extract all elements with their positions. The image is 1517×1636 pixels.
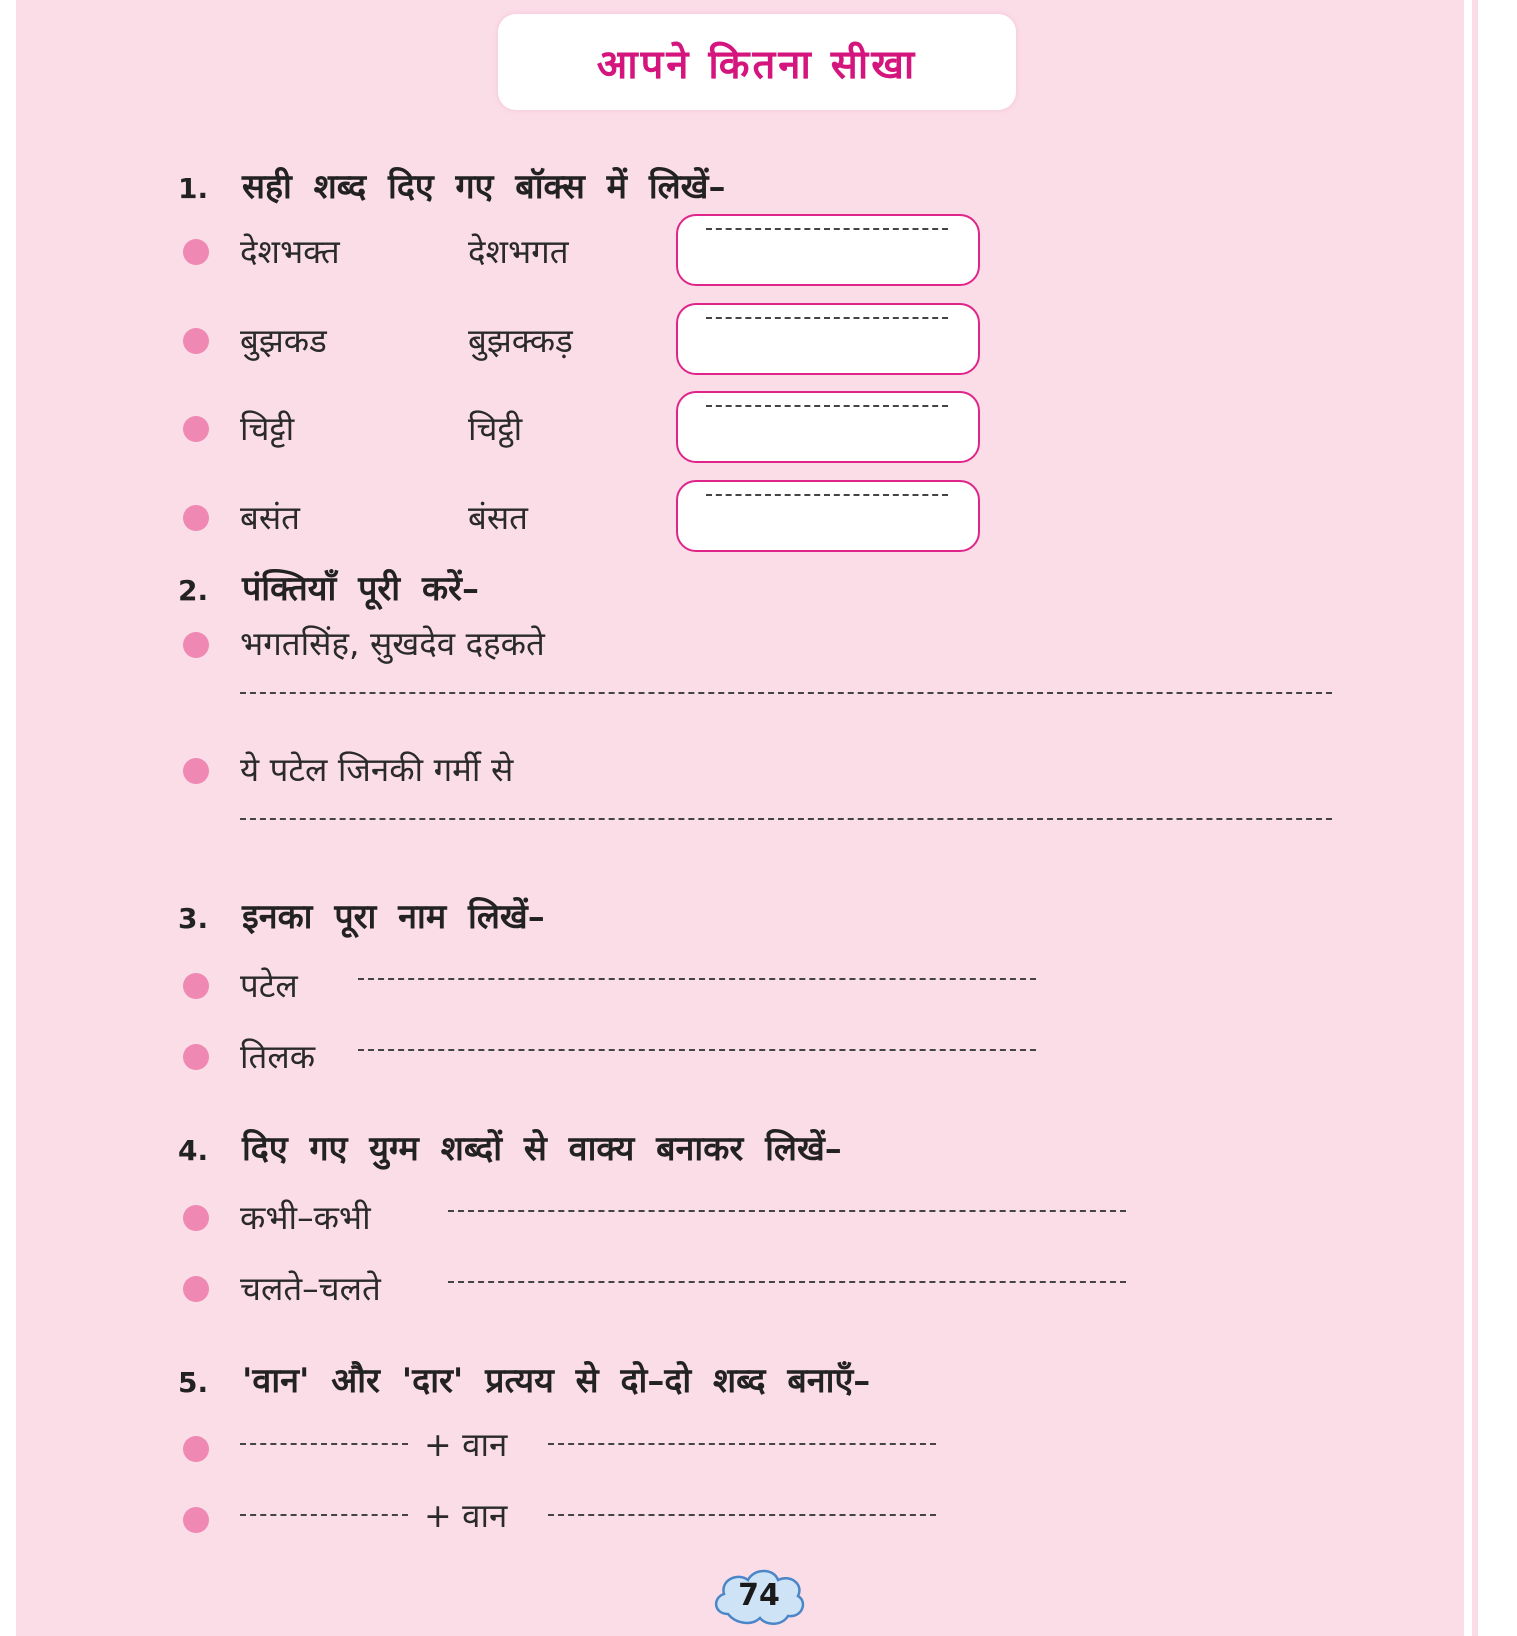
bullet (183, 1276, 209, 1302)
answer-line (706, 405, 948, 407)
question-4 (178, 1124, 842, 1170)
question-text: पंक्तियाँ पूरी करें– (242, 569, 479, 609)
question-number: 3. (178, 902, 209, 935)
line-prompt: भगतसिंह, सुखदेव दहकते (240, 624, 545, 663)
line-prompt: ये पटेल जिनकी गर्मी से (240, 750, 514, 789)
suffix-label: + वान (424, 1425, 508, 1464)
bullet (183, 758, 209, 784)
answer-line (706, 317, 948, 319)
question-5 (178, 1356, 870, 1402)
question-1 (178, 162, 726, 208)
name-prompt: पटेल (240, 966, 298, 1005)
option-b: बुझक्कड़ (468, 321, 573, 360)
answer-box[interactable] (676, 391, 980, 463)
suffix-label: + वान (424, 1496, 508, 1535)
answer-box[interactable] (676, 214, 980, 286)
option-b: देशभगत (468, 232, 569, 271)
question-text: इनका पूरा नाम लिखें– (242, 897, 545, 937)
question-number: 2. (178, 574, 209, 607)
option-b: चिट्ठी (468, 409, 523, 448)
option-a: चिट्टी (240, 409, 295, 448)
question-number: 1. (178, 172, 209, 205)
answer-line[interactable] (548, 1443, 936, 1445)
option-a: बसंत (240, 498, 300, 537)
answer-line[interactable] (240, 1443, 408, 1445)
question-text: सही शब्द दिए गए बॉक्स में लिखें– (242, 167, 726, 207)
name-prompt: तिलक (240, 1037, 316, 1076)
answer-line[interactable] (240, 692, 1332, 694)
answer-line[interactable] (240, 1514, 408, 1516)
title-banner (498, 14, 1016, 110)
bullet (183, 1507, 209, 1533)
bullet (183, 505, 209, 531)
option-a: बुझकड (240, 321, 327, 360)
bullet (183, 1044, 209, 1070)
answer-line (706, 494, 948, 496)
answer-box[interactable] (676, 480, 980, 552)
answer-line[interactable] (548, 1514, 936, 1516)
answer-line[interactable] (448, 1210, 1126, 1212)
question-2 (178, 564, 479, 610)
answer-line[interactable] (358, 1049, 1036, 1051)
bullet (183, 416, 209, 442)
bullet (183, 1205, 209, 1231)
answer-line[interactable] (240, 818, 1332, 820)
option-b: बंसत (468, 498, 528, 537)
answer-line[interactable] (358, 978, 1036, 980)
page-edge (1472, 0, 1478, 1636)
question-number: 4. (178, 1134, 209, 1167)
answer-box[interactable] (676, 303, 980, 375)
question-text: दिए गए युग्म शब्दों से वाक्य बनाकर लिखें– (242, 1129, 842, 1169)
bullet (183, 1436, 209, 1462)
page-number: 74 (738, 1578, 780, 1613)
bullet (183, 239, 209, 265)
bullet (183, 973, 209, 999)
bullet (183, 632, 209, 658)
word-pair: चलते–चलते (240, 1269, 381, 1308)
answer-line (706, 228, 948, 230)
bullet (183, 328, 209, 354)
question-number: 5. (178, 1366, 209, 1399)
page-title: आपने कितना सीखा (596, 40, 918, 88)
page-number-badge (710, 1564, 808, 1628)
option-a: देशभक्त (240, 232, 340, 271)
word-pair: कभी–कभी (240, 1198, 371, 1237)
question-text: 'वान' और 'दार' प्रत्यय से दो–दो शब्द बनाएँ– (242, 1361, 871, 1401)
question-3 (178, 892, 545, 938)
answer-line[interactable] (448, 1281, 1126, 1283)
